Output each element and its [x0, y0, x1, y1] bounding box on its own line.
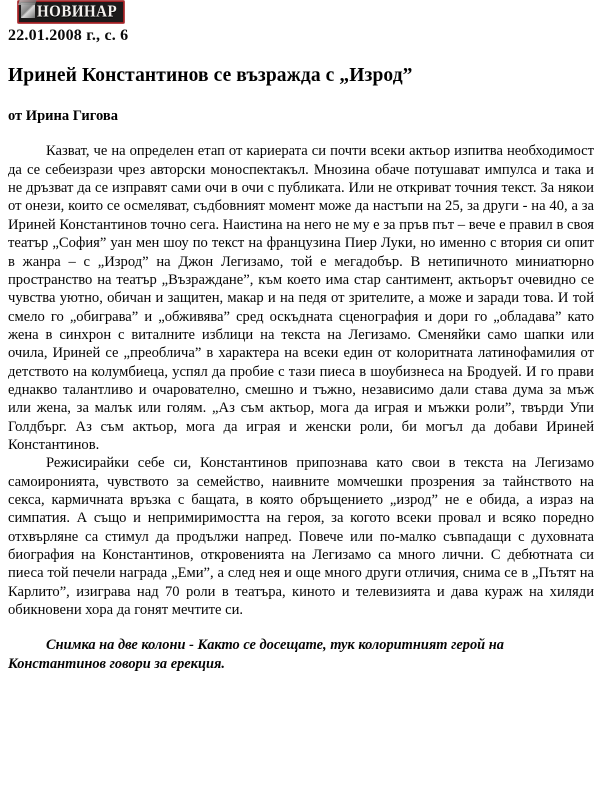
article-paragraph: Казват, че на определен етап от кариерата си почти всеки актьор изпитва необходимост да се себеизрази чрез авторски моноспектакъл. Мнозина обаче потушават импулса и така и не дръзват да се изправят сами очи в очи с публиката. Или не откриват точния текст. За някои от онези, които се осмеляват, съдбовният момент може да настъпи на 25, за други - на 40, а за Ириней Константинов точно сега. Наистина на него не му е за пръв път – вече е правил в своя театър „София” уан мен шоу по текст на французина Пиер Луки, но именно с втория си опит в жанра – с „Изрод” на Джон Легизамо, той е мегадобър. В нетипичното миниатюрно пространство на театър „Възраждане”, към което има стар сантимент, актьорът очевидно се чувства уютно, обичан и защитен, макар и на педя от зрителите, а може и заради това. И той смело го „обиграва” и „обживява” сред оскъдната сценография и дори го „обладава” като жена в синхрон с виталните изблици на текста на Легизамо. Сменяйки само шапки или очила, Ириней се „преоблича” в характера на всеки един от колоритната латинофамилия от детството на колумбиеца, успял да пробие с тази пиеса в шоубизнеса на Бродуей. И го прави еднакво талантливо и очарователно, смешно и тъжно, независимо дали става дума за мъж или жена, за малък или голям. „Аз съм актьор, мога да играя и мъжки роли”, твърди Упи Голдбърг. Аз съм актьор, мога да играя и женски роли, би могъл да добави Ириней Константинов. [8, 143, 594, 453]
masthead [18, 1, 596, 23]
article-paragraph: Режисирайки себе си, Константинов припознава като свои в текста на Легизамо самоиронията, чувството за семейство, наивните момчешки прозрения за тайнството на секса, кармичната връзка с бащата, в която обръщението „изрод” не е обида, а израз на симпатия. А също и непримиримостта на героя, за когото всеки провал и всяко поредно отхвърляне са стимул да продължи напред. Повече или по-малко съвпадащи с духовната биография на Константинов, откровенията на Легизамо са много лични. С дебютната си пиеса той печели награда „Еми”, а след нея и още много други отличия, снима се в „Пътят на Карлито”, изиграва над 70 роли в театъра, киното и телевизията и дава кураж на хиляди обикновени хора да гонят мечтите си. [8, 455, 594, 619]
issue-date-page: 22.01.2008 г., с. 6 [8, 27, 129, 44]
photo-caption: Снимка на две колони - Както се досещате, тук колоритният герой на Константинов говори за ерекция. [8, 637, 504, 672]
article-headline: Ириней Константинов се възражда с „Изрод” [8, 65, 413, 86]
newspaper-logo-text: НОВИНАР [37, 2, 118, 21]
article-byline: от Ирина Гигова [8, 108, 118, 125]
article-body [6, 142, 596, 619]
newspaper-logo [18, 1, 124, 23]
article-page [0, 1, 600, 801]
